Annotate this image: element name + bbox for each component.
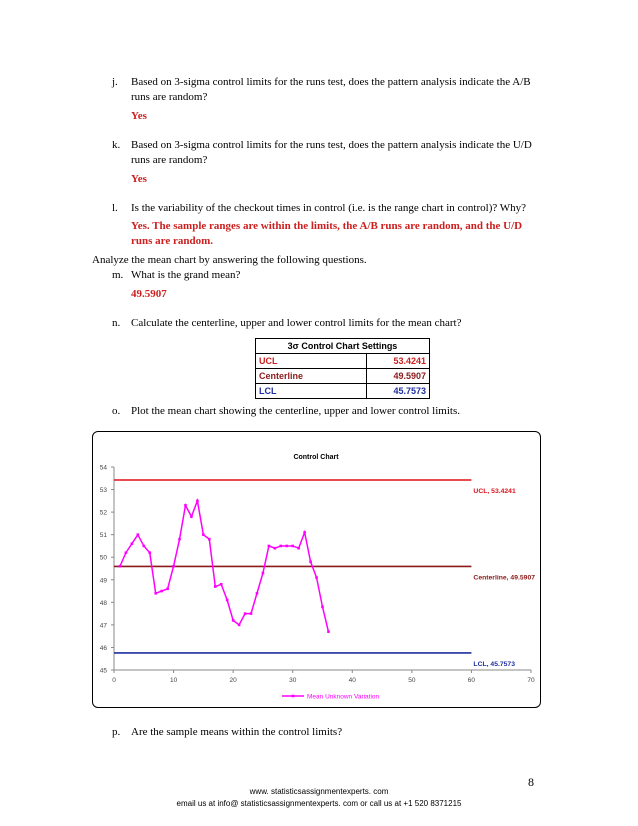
- question-text: Is the variability of the checkout times in control (i.e. is the range chart in control)? Why?: [131, 202, 527, 214]
- question-text: Based on 3-sigma control limits for the runs test, does the pattern analysis indicate the U/D runs are random?: [131, 139, 532, 166]
- settings-table-title: 3σ Control Chart Settings: [256, 339, 430, 354]
- settings-key: LCL: [256, 384, 367, 399]
- chart-axes: [100, 465, 535, 685]
- reference-line-label: UCL, 53.4241: [473, 487, 516, 495]
- data-point: [208, 538, 211, 541]
- control-chart-settings-table: [255, 338, 430, 399]
- data-point: [280, 545, 283, 548]
- data-point: [262, 572, 265, 575]
- question-label: o.: [112, 405, 121, 417]
- data-point: [297, 547, 300, 550]
- legend-label: Mean Unknown Variation: [307, 693, 380, 701]
- settings-key: UCL: [256, 354, 367, 369]
- question-label: j.: [112, 76, 118, 88]
- question-text: Plot the mean chart showing the centerline, upper and lower control limits.: [131, 405, 460, 417]
- answer-k: Yes: [131, 173, 147, 185]
- x-tick-label: 40: [348, 677, 356, 684]
- question-text: What is the grand mean?: [131, 269, 241, 281]
- x-tick-label: 70: [527, 677, 535, 684]
- settings-value: 45.7573: [367, 384, 430, 399]
- data-point: [285, 545, 288, 548]
- x-tick-label: 10: [169, 677, 178, 684]
- data-point: [327, 630, 330, 633]
- data-point: [148, 551, 151, 554]
- data-point: [274, 547, 277, 550]
- question-text: Are the sample means within the control limits?: [131, 726, 343, 738]
- y-tick-label: 45: [99, 667, 107, 675]
- y-tick-label: 49: [99, 577, 107, 585]
- question-text: Calculate the centerline, upper and lower control limits for the mean chart?: [131, 317, 462, 329]
- y-tick-label: 50: [99, 554, 107, 562]
- answer-j: Yes: [131, 110, 147, 122]
- question-text: Based on 3-sigma control limits for the runs test, does the pattern analysis indicate the A/B runs are random?: [131, 76, 531, 103]
- data-point: [154, 592, 157, 595]
- y-tick-label: 48: [99, 599, 107, 607]
- data-point: [137, 533, 140, 536]
- data-point: [315, 576, 318, 579]
- data-point: [125, 551, 128, 554]
- data-point: [166, 588, 169, 591]
- y-tick-label: 46: [99, 644, 107, 652]
- control-chart: [92, 431, 541, 708]
- answer-m: 49.5907: [131, 288, 167, 300]
- data-point: [321, 606, 324, 609]
- x-tick-label: 0: [112, 677, 116, 684]
- settings-value: 49.5907: [367, 369, 430, 384]
- reference-lines: [114, 480, 535, 668]
- y-tick-label: 47: [99, 622, 107, 630]
- data-point: [220, 583, 223, 586]
- question-label: l.: [112, 202, 118, 214]
- page-number: 8: [528, 775, 534, 789]
- data-point: [119, 565, 122, 568]
- settings-row-centerline: [256, 369, 430, 384]
- intro-text: Analyze the mean chart by answering the following questions.: [92, 254, 367, 266]
- data-point: [244, 612, 247, 615]
- data-point: [309, 560, 312, 563]
- data-point: [178, 538, 181, 541]
- data-point: [291, 545, 294, 548]
- settings-key: Centerline: [256, 369, 367, 384]
- data-point: [250, 612, 253, 615]
- y-tick-label: 54: [99, 464, 107, 472]
- legend-marker: [292, 695, 295, 698]
- x-tick-label: 50: [408, 677, 416, 684]
- chart-legend: [282, 694, 380, 701]
- data-point: [214, 585, 217, 588]
- x-tick-label: 30: [289, 677, 297, 684]
- data-point: [238, 624, 241, 627]
- data-point: [160, 590, 163, 593]
- data-point: [184, 504, 187, 507]
- data-point: [196, 500, 199, 503]
- data-point: [172, 565, 175, 568]
- question-label: k.: [112, 139, 121, 151]
- data-point: [232, 619, 235, 622]
- reference-line-label: LCL, 45.7573: [473, 660, 515, 668]
- y-tick-label: 53: [99, 487, 107, 495]
- question-label: p.: [112, 726, 121, 738]
- data-point: [303, 531, 306, 534]
- answer-l: Yes. The sample ranges are within the limits, the A/B runs are random, and the U/D runs are random.: [131, 220, 523, 247]
- data-point: [268, 545, 271, 548]
- data-point: [190, 515, 193, 518]
- x-tick-label: 60: [467, 677, 476, 684]
- footer-website: www. statisticsassignmentexperts. com: [249, 787, 389, 796]
- settings-row-lcl: [256, 384, 430, 399]
- reference-line-label: Centerline, 49.5907: [473, 574, 536, 582]
- question-label: m.: [112, 269, 124, 281]
- x-tick-label: 20: [229, 677, 237, 684]
- data-point: [226, 599, 229, 602]
- data-point: [202, 533, 205, 536]
- footer-contact: email us at info@ statisticsassignmentexperts. com or call us at +1 520 8371215: [176, 799, 462, 808]
- settings-row-ucl: [256, 354, 430, 369]
- data-point: [131, 542, 134, 545]
- question-label: n.: [112, 317, 121, 329]
- chart-title: Control Chart: [293, 454, 339, 461]
- settings-value: 53.4241: [367, 354, 430, 369]
- y-tick-label: 52: [99, 509, 107, 517]
- data-point: [256, 592, 259, 595]
- data-point: [142, 545, 145, 548]
- y-tick-label: 51: [99, 532, 107, 540]
